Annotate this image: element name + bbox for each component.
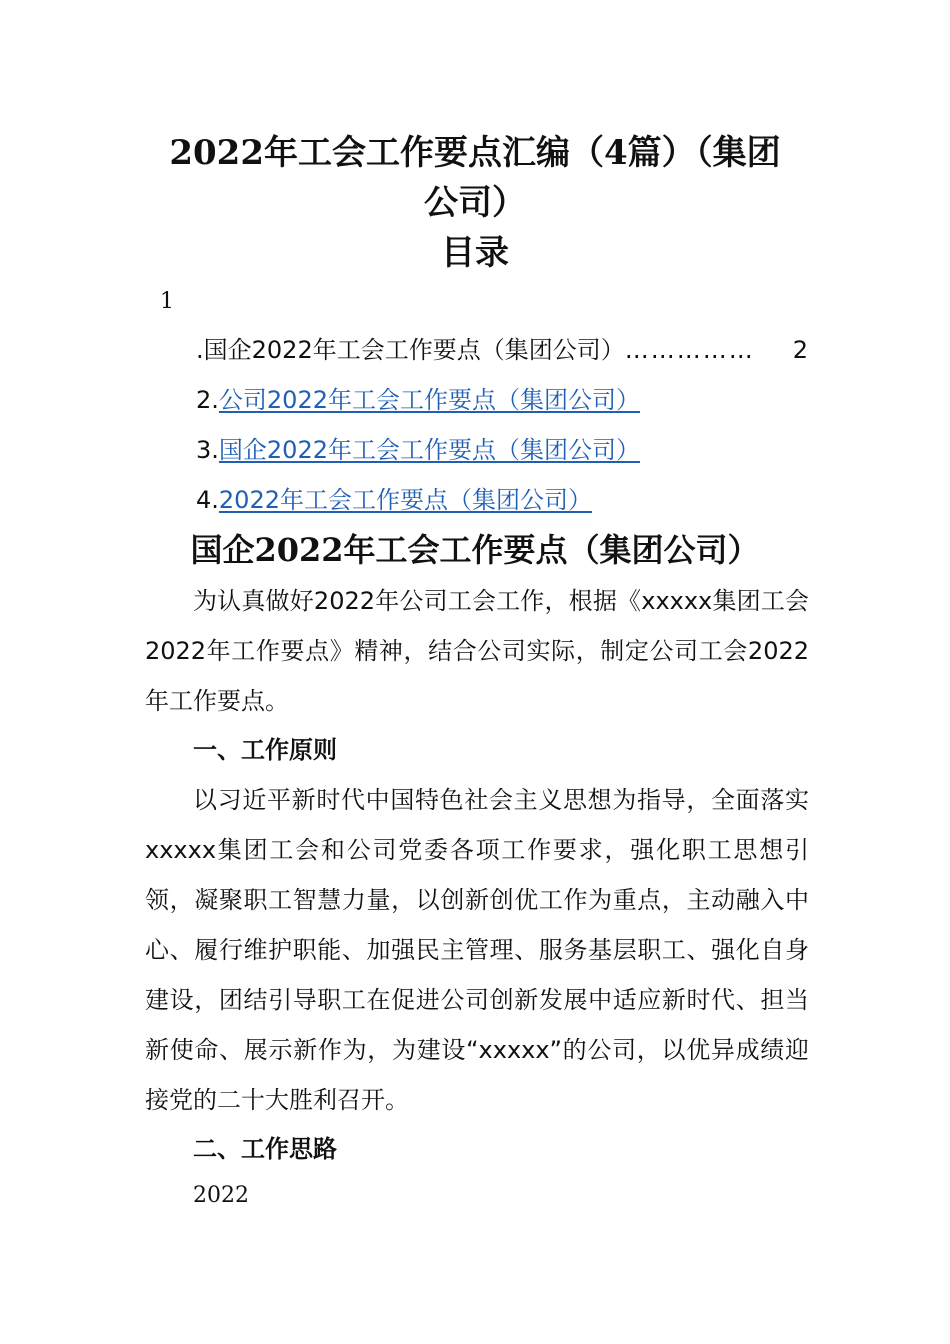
article-title: 国企2022年工会工作要点（集团公司） [190,531,760,569]
section1-paragraph: 以习近平新时代中国特色社会主义思想为指导，全面落实xxxxx集团工会和公司党委各项工作要求，强化职工思想引领，凝聚职工智慧力量，以创新创优工作为重点，主动融入中心、履行维护职能、加强民主管理、服务基层职工、强化自身建设，团结引导职工在促进公司创新发展中适应新时代、担当新使命、展示新作为，为建设“xxxxx”的公司，以优异成绩迎接党的二十大胜利召开。 [145,786,809,1114]
toc-item-1-page: 2 [792,336,808,364]
toc-item-3 [196,434,640,466]
toc-item-2-link[interactable]: 公司2022年工会工作要点（集团公司） [218,386,640,414]
document-title-line1: 2022年工会工作要点汇编（4篇）（集团 [169,133,781,173]
toc-item-2 [196,384,640,416]
section2-heading: 二、工作思路 [193,1135,337,1163]
trailing-text: 2022 [193,1183,249,1208]
toc-number: 1 [160,289,174,314]
toc-item-1-prefix: . [196,336,204,364]
toc-heading: 目录 [441,233,509,273]
toc-item-3-prefix: 3. [196,436,219,464]
intro-paragraph: 为认真做好2022年公司工会工作，根据《xxxxx集团工会2022年工作要点》精神，结合公司实际，制定公司工会2022年工作要点。 [145,587,809,715]
document-title-line2: 公司） [424,183,526,223]
toc-item-2-prefix: 2. [196,386,219,414]
toc-item-1[interactable] [196,334,808,366]
toc-item-1-label: 国企2022年工会工作要点（集团公司） [203,336,625,364]
toc-item-1-leader: …………… [624,336,755,364]
toc-item-4-link[interactable]: 2022年工会工作要点（集团公司） [218,486,592,514]
section1-heading: 一、工作原则 [193,736,337,764]
toc-item-3-link[interactable]: 国企2022年工会工作要点（集团公司） [218,436,640,464]
toc-item-4 [196,484,592,516]
toc-item-4-prefix: 4. [196,486,219,514]
